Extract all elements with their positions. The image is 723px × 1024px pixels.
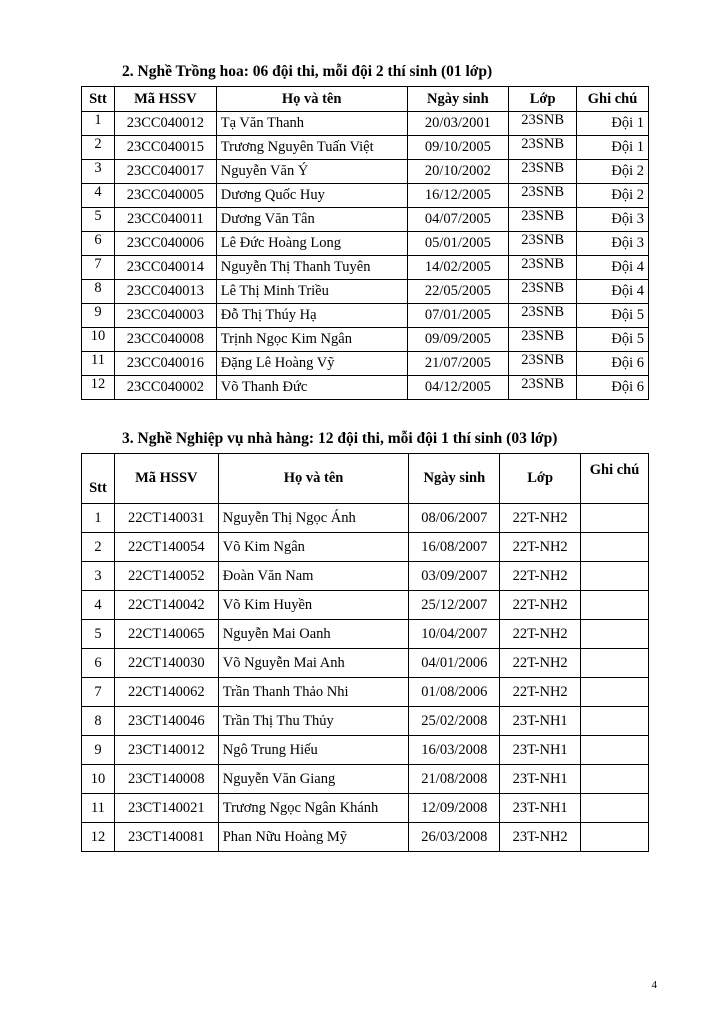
cell-student-id: 23CC040015: [114, 136, 216, 160]
cell-student-id: 23CC040013: [114, 280, 216, 304]
cell-note: Đội 6: [577, 352, 649, 376]
table-row: [82, 504, 649, 533]
cell-note: Đội 4: [577, 280, 649, 304]
cell-student-id: 23CC040017: [114, 160, 216, 184]
cell-note: Đội 4: [577, 256, 649, 280]
table-row: [82, 112, 649, 136]
cell-note: [581, 591, 649, 620]
header-student-id: Mã HSSV: [114, 454, 218, 504]
table-row: [82, 160, 649, 184]
cell-student-id: 23CC040016: [114, 352, 216, 376]
cell-class: 23T-NH1: [500, 707, 581, 736]
cell-full-name: Dương Văn Tân: [216, 208, 407, 232]
cell-note: [581, 562, 649, 591]
cell-birth-date: 05/01/2005: [407, 232, 509, 256]
cell-student-id: 22CT140031: [114, 504, 218, 533]
cell-stt: 12: [82, 376, 115, 400]
cell-birth-date: 16/08/2007: [409, 533, 500, 562]
cell-birth-date: 07/01/2005: [407, 304, 509, 328]
cell-full-name: Lê Đức Hoàng Long: [216, 232, 407, 256]
cell-stt: 9: [82, 304, 115, 328]
cell-note: Đội 5: [577, 328, 649, 352]
header-note: Ghi chú: [577, 87, 649, 112]
cell-note: [581, 736, 649, 765]
cell-full-name: Trương Ngọc Ngân Khánh: [218, 794, 409, 823]
cell-full-name: Võ Kim Ngân: [218, 533, 409, 562]
table-row: [82, 232, 649, 256]
header-class: Lớp: [509, 87, 577, 112]
cell-class: 23T-NH1: [500, 765, 581, 794]
cell-birth-date: 04/12/2005: [407, 376, 509, 400]
table-row: [82, 256, 649, 280]
cell-student-id: 23CC040011: [114, 208, 216, 232]
cell-full-name: Dương Quốc Huy: [216, 184, 407, 208]
cell-class: 23SNB: [509, 208, 577, 232]
cell-full-name: Nguyễn Mai Oanh: [218, 620, 409, 649]
cell-stt: 3: [82, 562, 115, 591]
cell-class: 23SNB: [509, 376, 577, 400]
cell-stt: 6: [82, 232, 115, 256]
cell-stt: 9: [82, 736, 115, 765]
table-row: [82, 678, 649, 707]
cell-birth-date: 03/09/2007: [409, 562, 500, 591]
header-student-id: Mã HSSV: [114, 87, 216, 112]
cell-birth-date: 09/09/2005: [407, 328, 509, 352]
header-full-name: Họ và tên: [216, 87, 407, 112]
cell-class: 23SNB: [509, 184, 577, 208]
cell-note: [581, 765, 649, 794]
cell-student-id: 23CC040008: [114, 328, 216, 352]
table-row: [82, 736, 649, 765]
section-2-title: 2. Nghề Trồng hoa: 06 đội thi, mỗi đội 2 thí sinh (01 lớp): [122, 63, 493, 80]
cell-stt: 2: [82, 136, 115, 160]
table-row: [82, 794, 649, 823]
cell-birth-date: 04/01/2006: [409, 649, 500, 678]
cell-class: 23SNB: [509, 160, 577, 184]
cell-stt: 10: [82, 765, 115, 794]
cell-stt: 6: [82, 649, 115, 678]
cell-student-id: 23CC040006: [114, 232, 216, 256]
cell-note: [581, 620, 649, 649]
cell-full-name: Nguyễn Thị Thanh Tuyên: [216, 256, 407, 280]
cell-stt: 2: [82, 533, 115, 562]
cell-student-id: 22CT140042: [114, 591, 218, 620]
cell-birth-date: 04/07/2005: [407, 208, 509, 232]
cell-birth-date: 10/04/2007: [409, 620, 500, 649]
cell-stt: 11: [82, 794, 115, 823]
cell-stt: 8: [82, 280, 115, 304]
table-row: [82, 707, 649, 736]
cell-student-id: 23CT140021: [114, 794, 218, 823]
cell-full-name: Trần Thị Thu Thủy: [218, 707, 409, 736]
cell-birth-date: 16/12/2005: [407, 184, 509, 208]
table-row: [82, 304, 649, 328]
cell-stt: 4: [82, 184, 115, 208]
cell-note: Đội 5: [577, 304, 649, 328]
cell-birth-date: 20/10/2002: [407, 160, 509, 184]
header-birth-date: Ngày sinh: [407, 87, 509, 112]
table-row: [82, 765, 649, 794]
cell-student-id: 23CT140081: [114, 823, 218, 852]
cell-student-id: 23CC040002: [114, 376, 216, 400]
header-stt: Stt: [82, 454, 115, 504]
cell-full-name: Võ Kim Huyền: [218, 591, 409, 620]
cell-student-id: 23CC040012: [114, 112, 216, 136]
cell-birth-date: 08/06/2007: [409, 504, 500, 533]
cell-student-id: 22CT140054: [114, 533, 218, 562]
cell-stt: 11: [82, 352, 115, 376]
table-row: [82, 184, 649, 208]
cell-student-id: 23CT140012: [114, 736, 218, 765]
cell-note: Đội 3: [577, 208, 649, 232]
cell-birth-date: 21/08/2008: [409, 765, 500, 794]
cell-note: [581, 504, 649, 533]
table-row: [82, 823, 649, 852]
cell-note: [581, 678, 649, 707]
cell-student-id: 22CT140030: [114, 649, 218, 678]
table-row: [82, 533, 649, 562]
cell-stt: 5: [82, 208, 115, 232]
table-header-row: [82, 87, 649, 112]
table-row: [82, 562, 649, 591]
cell-class: 23SNB: [509, 304, 577, 328]
section-3-title: 3. Nghề Nghiệp vụ nhà hàng: 12 đội thi, mỗi đội 1 thí sinh (03 lớp): [122, 430, 558, 447]
cell-stt: 1: [82, 504, 115, 533]
table-row: [82, 620, 649, 649]
cell-student-id: 23CT140046: [114, 707, 218, 736]
cell-student-id: 22CT140062: [114, 678, 218, 707]
cell-class: 22T-NH2: [500, 504, 581, 533]
cell-birth-date: 21/07/2005: [407, 352, 509, 376]
cell-note: Đội 6: [577, 376, 649, 400]
cell-full-name: Trịnh Ngọc Kim Ngân: [216, 328, 407, 352]
cell-note: [581, 794, 649, 823]
page-number: 4: [651, 979, 657, 991]
cell-full-name: Đoàn Văn Nam: [218, 562, 409, 591]
cell-student-id: 22CT140052: [114, 562, 218, 591]
cell-class: 22T-NH2: [500, 591, 581, 620]
cell-stt: 3: [82, 160, 115, 184]
cell-full-name: Nguyễn Thị Ngọc Ánh: [218, 504, 409, 533]
cell-birth-date: 16/03/2008: [409, 736, 500, 765]
cell-note: Đội 2: [577, 184, 649, 208]
cell-stt: 7: [82, 678, 115, 707]
cell-full-name: Trương Nguyên Tuấn Việt: [216, 136, 407, 160]
cell-class: 23T-NH2: [500, 823, 581, 852]
cell-full-name: Võ Thanh Đức: [216, 376, 407, 400]
cell-full-name: Phan Nữu Hoàng Mỹ: [218, 823, 409, 852]
cell-full-name: Đặng Lê Hoàng Vỹ: [216, 352, 407, 376]
header-class: Lớp: [500, 454, 581, 504]
cell-note: Đội 1: [577, 136, 649, 160]
cell-student-id: 23CT140008: [114, 765, 218, 794]
cell-class: 23SNB: [509, 232, 577, 256]
cell-stt: 1: [82, 112, 115, 136]
cell-stt: 4: [82, 591, 115, 620]
cell-birth-date: 25/02/2008: [409, 707, 500, 736]
cell-birth-date: 12/09/2008: [409, 794, 500, 823]
flower-growing-table: [81, 86, 649, 400]
cell-full-name: Lê Thị Minh Triều: [216, 280, 407, 304]
cell-birth-date: 22/05/2005: [407, 280, 509, 304]
cell-note: [581, 823, 649, 852]
cell-stt: 8: [82, 707, 115, 736]
cell-class: 22T-NH2: [500, 620, 581, 649]
cell-note: [581, 533, 649, 562]
cell-class: 23SNB: [509, 256, 577, 280]
cell-class: 23SNB: [509, 136, 577, 160]
cell-student-id: 23CC040003: [114, 304, 216, 328]
cell-stt: 10: [82, 328, 115, 352]
cell-class: 22T-NH2: [500, 678, 581, 707]
cell-full-name: Võ Nguyễn Mai Anh: [218, 649, 409, 678]
cell-note: Đội 1: [577, 112, 649, 136]
cell-class: 22T-NH2: [500, 649, 581, 678]
cell-full-name: Nguyễn Văn Ý: [216, 160, 407, 184]
header-stt: Stt: [82, 87, 115, 112]
cell-birth-date: 09/10/2005: [407, 136, 509, 160]
cell-birth-date: 25/12/2007: [409, 591, 500, 620]
cell-note: Đội 2: [577, 160, 649, 184]
restaurant-service-table: [81, 453, 649, 852]
header-note: Ghi chú: [581, 454, 649, 504]
cell-student-id: 23CC040005: [114, 184, 216, 208]
cell-class: 23SNB: [509, 280, 577, 304]
cell-stt: 12: [82, 823, 115, 852]
cell-class: 22T-NH2: [500, 562, 581, 591]
cell-class: 23SNB: [509, 112, 577, 136]
cell-class: 23SNB: [509, 328, 577, 352]
table-header-row: [82, 454, 649, 504]
cell-note: [581, 707, 649, 736]
table-row: [82, 649, 649, 678]
table-row: [82, 352, 649, 376]
cell-class: 22T-NH2: [500, 533, 581, 562]
table-row: [82, 136, 649, 160]
cell-note: Đội 3: [577, 232, 649, 256]
cell-class: 23SNB: [509, 352, 577, 376]
cell-full-name: Ngô Trung Hiếu: [218, 736, 409, 765]
table-row: [82, 376, 649, 400]
cell-note: [581, 649, 649, 678]
header-birth-date: Ngày sinh: [409, 454, 500, 504]
cell-birth-date: 20/03/2001: [407, 112, 509, 136]
cell-stt: 5: [82, 620, 115, 649]
cell-full-name: Đỗ Thị Thúy Hạ: [216, 304, 407, 328]
cell-student-id: 23CC040014: [114, 256, 216, 280]
header-full-name: Họ và tên: [218, 454, 409, 504]
table-row: [82, 280, 649, 304]
cell-stt: 7: [82, 256, 115, 280]
cell-full-name: Trần Thanh Thảo Nhi: [218, 678, 409, 707]
cell-full-name: Tạ Văn Thanh: [216, 112, 407, 136]
cell-birth-date: 01/08/2006: [409, 678, 500, 707]
cell-birth-date: 14/02/2005: [407, 256, 509, 280]
cell-class: 23T-NH1: [500, 736, 581, 765]
table-row: [82, 591, 649, 620]
table-row: [82, 328, 649, 352]
cell-student-id: 22CT140065: [114, 620, 218, 649]
cell-birth-date: 26/03/2008: [409, 823, 500, 852]
table-row: [82, 208, 649, 232]
cell-class: 23T-NH1: [500, 794, 581, 823]
cell-full-name: Nguyễn Văn Giang: [218, 765, 409, 794]
